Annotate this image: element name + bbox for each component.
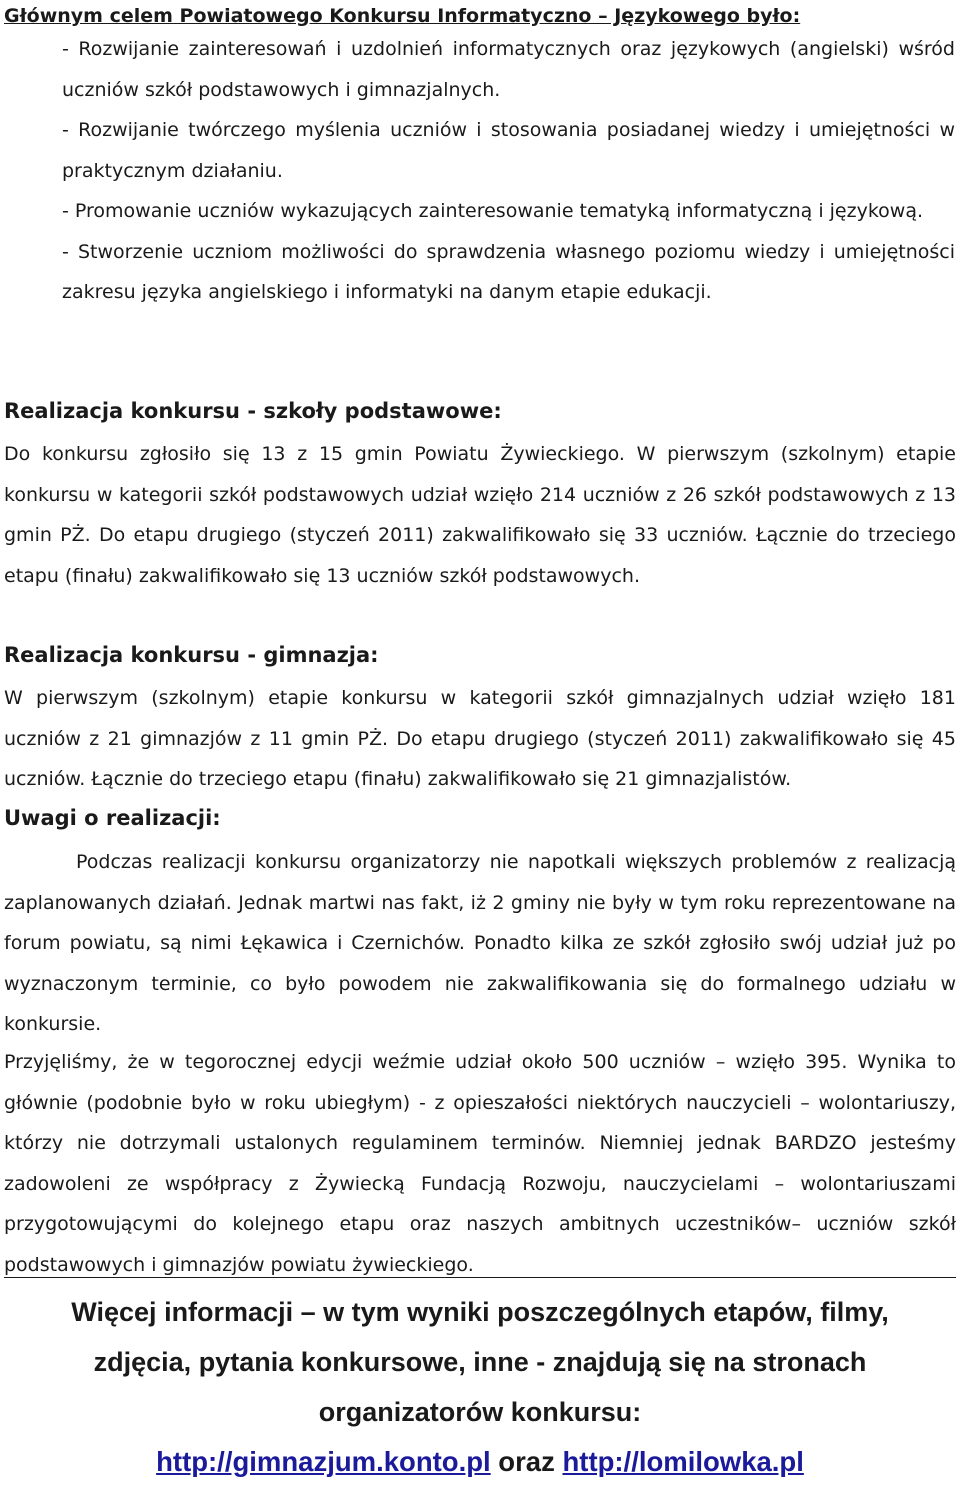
footer-conjunction: oraz xyxy=(498,1446,555,1477)
page-heading: Głównym celem Powiatowego Konkursu Informatyczno – Językowego było: xyxy=(4,5,801,27)
goal-item-1: - Rozwijanie zainteresowań i uzdolnień informatycznych oraz językowych (angielski) wśród uczniów szkół podstawowych i gimnazjalnych. xyxy=(62,38,955,101)
goal-item-3: - Promowanie uczniów wykazujących zainteresowanie tematyką informatyczną i językową. xyxy=(62,200,924,222)
link-lomilowka[interactable]: http://lomilowka.pl xyxy=(562,1446,804,1477)
footer-line-2: zdjęcia, pytania konkursowe, inne - znajdują się na stronach xyxy=(93,1347,867,1377)
goal-item-4: - Stworzenie uczniom możliwości do sprawdzenia własnego poziomu wiedzy i umiejętności zakresu języka angielskiego i informatyki na danym etapie edukacji. xyxy=(62,240,955,303)
footer-line-1: Więcej informacji – w tym wyniki poszczególnych etapów, filmy, xyxy=(71,1297,889,1327)
footer-line-3: organizatorów konkursu: xyxy=(318,1397,642,1427)
goal-item-2: - Rozwijanie twórczego myślenia uczniów i stosowania posiadanej wiedzy i umiejętności w praktycznym działaniu. xyxy=(62,119,955,182)
section-text-remarks-1: Podczas realizacji konkursu organizatorzy nie napotkali większych problemów z realizacją zaplanowanych działań. Jednak martwi nas fakt, iż 2 gminy nie były w tym roku reprezentowane na forum powiatu, są nimi Łękawica i Czernichów. Ponadto kilka ze szkół zgłosiło swój udział już po wyznaczonym terminie, co było powodem nie zakwalifikowania się do formalnego udziału w konkursie. xyxy=(4,851,956,1035)
section-text-primary-schools: Do konkursu zgłosiło się 13 z 15 gmin Powiatu Żywieckiego. W pierwszym (szkolnym) etapie konkursu w kategorii szkół podstawowych udział wzięło 214 uczniów z 26 szkół podstawowych z 13 gmin PŻ. Do etapu drugiego (styczeń 2011) zakwalifikowało się 33 uczniów. Łącznie do trzeciego etapu (finału) zakwalifikowało się 13 uczniów szkół podstawowych. xyxy=(4,443,956,587)
footer-info xyxy=(4,1287,956,1487)
section-text-remarks-2: Przyjęliśmy, że w tegorocznej edycji weźmie udział około 500 uczniów – wzięło 395. Wynika to głównie (podobnie było w roku ubiegłym) - z opieszałości niektórych nauczycieli – wolontariuszy, którzy nie dotrzymali ustalonych regulaminem terminów. Niemniej jednak BARDZO jesteśmy zadowoleni ze współpracy z Żywiecką Fundacją Rozwoju, nauczycielami – wolontariuszami przygotowującymi do kolejnego etapu oraz naszych ambitnych uczestników– uczniów szkół podstawowych i gimnazjów powiatu żywieckiego. xyxy=(4,1051,956,1276)
section-heading-gymnasiums: Realizacja konkursu - gimnazja: xyxy=(4,643,379,667)
section-heading-remarks: Uwagi o realizacji: xyxy=(4,806,221,830)
link-gimnazjum[interactable]: http://gimnazjum.konto.pl xyxy=(156,1446,491,1477)
section-text-gymnasiums: W pierwszym (szkolnym) etapie konkursu w kategorii szkół gimnazjalnych udział wzięło 181 uczniów z 21 gimnazjów z 11 gmin PŻ. Do etapu drugiego (styczeń 2011) zakwalifikowało się 45 uczniów. Łącznie do trzeciego etapu (finału) zakwalifikowało się 21 gimnazjalistów. xyxy=(4,687,956,790)
footer-links xyxy=(4,1437,956,1487)
goals-list xyxy=(62,29,955,313)
section-heading-primary-schools: Realizacja konkursu - szkoły podstawowe: xyxy=(4,399,502,423)
divider-line xyxy=(4,1277,956,1278)
